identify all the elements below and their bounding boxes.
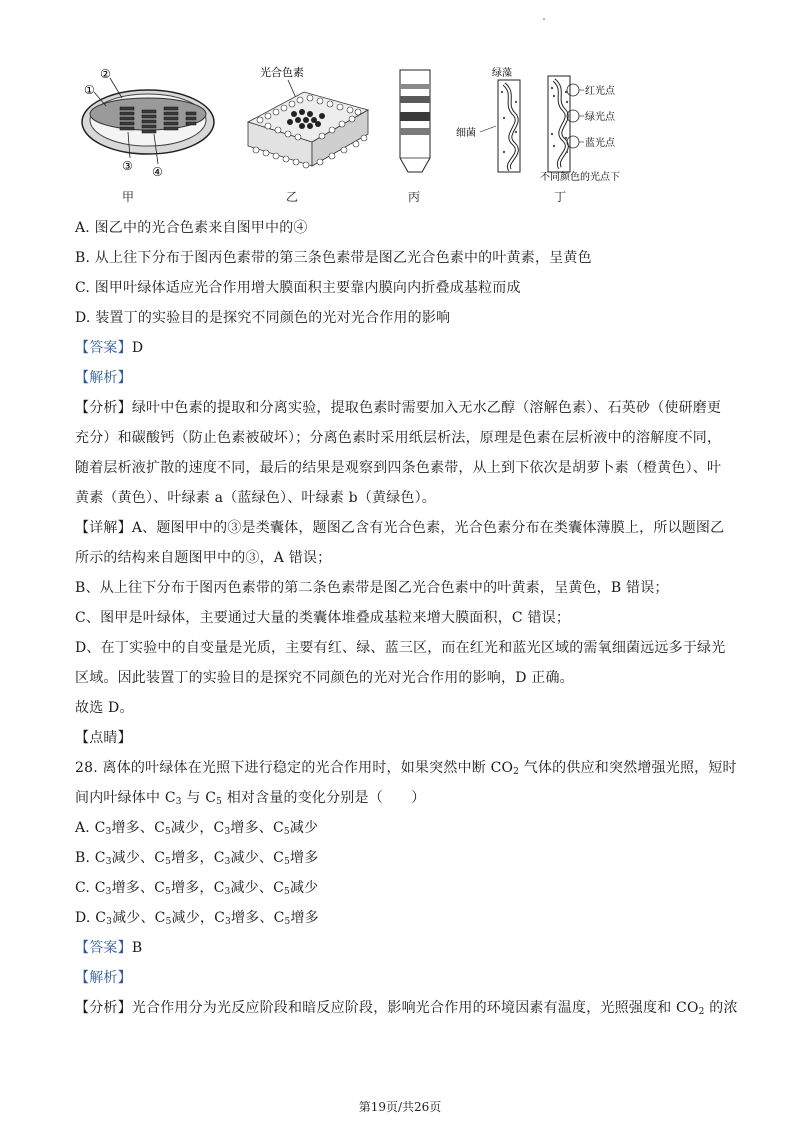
chromatography-strip: [392, 62, 442, 182]
q28-stem-2b: 3: [175, 797, 182, 807]
chloroplast-diagram: [70, 62, 220, 182]
figure-row: [70, 62, 650, 212]
q28-option-c: [75, 878, 318, 902]
q28-fenxi-line-1: [75, 998, 738, 1022]
opt-sub: 5: [283, 827, 290, 837]
opt-sub: 5: [165, 887, 172, 897]
pigment-band-1: [400, 84, 430, 89]
answer-tag: 【答案】: [75, 940, 132, 956]
opt-sub: 5: [165, 917, 172, 927]
jiexi-tag: 【解析】: [75, 370, 132, 386]
opt-sub: 3: [224, 887, 231, 897]
opt-text: A. C: [75, 820, 106, 836]
opt-text: 减少，C: [170, 820, 225, 836]
opt-text: 增多: [290, 910, 319, 926]
scan-dot: [543, 18, 545, 20]
q28-stem-1a: 28. 离体的叶绿体在光照下进行稳定的光合作用时，如果突然中断 CO: [75, 760, 514, 776]
q27-xiangjie-line-1: [75, 518, 724, 538]
q27-xiangjie-line-7: 故选 D。: [75, 700, 134, 716]
fenxi-tag: 【分析】: [75, 1000, 132, 1016]
figure-bing-strip: [392, 62, 442, 204]
algae-bacteria-diagram: [454, 62, 624, 182]
opt-text: 增多、C: [111, 820, 165, 836]
q28-option-a: [75, 818, 318, 842]
opt-text: 增多，C: [171, 850, 225, 866]
q27-xiangjie-line-2: 所示的结构来自题图甲中的③，A 错误；: [75, 550, 332, 566]
fenxi-text: 光合作用分为光反应阶段和暗反应阶段，影响光合作用的环境因素有温度，光照强度和 CO: [131, 1000, 699, 1016]
q28-jiexi: [75, 968, 132, 988]
pigment-band-3: [400, 112, 430, 121]
opt-text: 减少、C: [230, 850, 285, 866]
ding-green-algae-label: 绿藻: [492, 68, 512, 79]
answer-tag: 【答案】: [75, 340, 132, 356]
fenxi-text: 绿叶中色素的提取和分离实验，提取色素时需要加入无水乙醇（溶解色素）、石英砂（使研磨更: [131, 400, 722, 416]
xiangjie-tag: 【详解】: [75, 520, 132, 536]
fenxi-tag: 【分析】: [75, 400, 132, 416]
q27-option-b: B. 从上往下分布于图丙色素带的第三条色素带是图乙光合色素中的叶黄素，呈黄色: [75, 250, 592, 266]
opt-text: 减少、C: [230, 880, 284, 896]
yi-pigment-title: 光合色素: [260, 66, 304, 79]
opt-text: 增多: [290, 850, 319, 866]
q28-stem-2a: 间内叶绿体中 C: [75, 790, 176, 806]
q28-stem-1c: 气体的供应和突然增强光照，短时: [519, 760, 737, 776]
q28-stem-line-1: [75, 758, 737, 782]
opt-sub: 3: [105, 827, 112, 837]
pigment-band-4: [400, 128, 430, 135]
opt-sub: 3: [105, 887, 112, 897]
jia-mark-1: ①: [84, 83, 95, 97]
opt-text: 增多、C: [230, 820, 284, 836]
q28-stem-2d: 5: [216, 797, 223, 807]
q27-fenxi-line-2: 充分）和碳酸钙（防止色素被破坏）；分离色素时采用纸层析法，原理是色素在层析液中的溶解度不同，: [75, 430, 722, 446]
jiexi-tag: 【解析】: [75, 970, 132, 986]
q27-fenxi-line-1: [75, 398, 721, 418]
figure-jia-chloroplast: [70, 62, 220, 204]
opt-text: B. C: [75, 850, 106, 866]
opt-text: C. C: [75, 880, 106, 896]
q27-xiangjie-line-5: D、在丁实验中的自变量是光质，主要有红、绿、蓝三区，而在红光和蓝光区域的需氧细菌远远多于绿光: [75, 640, 726, 656]
ding-caption: 不同颜色的光点下: [540, 172, 620, 182]
jia-mark-4: ④: [152, 165, 163, 179]
opt-sub: 3: [224, 827, 231, 837]
ding-green-spot-label: 绿光点: [585, 112, 615, 123]
opt-sub: 5: [284, 917, 291, 927]
opt-sub: 3: [225, 917, 231, 927]
opt-sub: 5: [284, 857, 290, 867]
q28-stem-line-2: [75, 788, 426, 812]
answer-value: B: [131, 940, 143, 956]
opt-sub: 3: [224, 857, 231, 867]
opt-text: 减少、C: [112, 910, 166, 926]
pigment-band-2: [400, 96, 430, 103]
q28-stem-2c: 与 C: [181, 790, 217, 806]
opt-sub: 5: [284, 887, 290, 897]
jia-mark-2: ②: [100, 67, 111, 81]
opt-text: 减少、C: [111, 850, 166, 866]
q27-jiexi: [75, 368, 132, 388]
figure-label-ding: 丁: [554, 190, 567, 204]
ding-bacteria-label: 细菌: [456, 128, 476, 139]
jia-mark-3: ③: [122, 159, 133, 173]
q27-fenxi-line-3: 随着层析液扩散的速度不同，最后的结果是观察到四条色素带，从上到下依次是胡萝卜素（橙黄色）、叶: [75, 460, 722, 476]
ding-red-spot-label: 红光点: [585, 86, 615, 97]
q27-option-d: D. 装置丁的实验目的是探究不同颜色的光对光合作用的影响: [75, 310, 451, 326]
q27-xiangjie-line-3: B、从上往下分布于图丙色素带的第二条色素带是图乙光合色素中的叶黄素，呈黄色，B 错误；: [75, 580, 669, 596]
membrane-diagram: [238, 62, 378, 182]
figure-label-jia: 甲: [122, 190, 135, 204]
xiangjie-text: A、题图甲中的③是类囊体，题图乙含有光合色素，光合色素分布在类囊体薄膜上，所以题图乙: [131, 520, 725, 536]
fenxi-text: 的浓: [704, 1000, 738, 1016]
figure-label-yi: 乙: [286, 190, 299, 204]
dianjing-tag: 【点睛】: [75, 730, 132, 746]
opt-text: 增多、C: [111, 880, 166, 896]
page-footer: 第19页/共26页: [358, 1100, 442, 1114]
fenxi-sub: 2: [698, 1007, 705, 1017]
opt-text: 增多，C: [171, 880, 225, 896]
q27-option-a: A. 图乙中的光合色素来自图甲中的④: [75, 220, 308, 236]
figure-label-bing: 丙: [408, 190, 421, 204]
q28-option-d: [75, 908, 319, 932]
q27-xiangjie-line-4: C、图甲是叶绿体，主要通过大量的类囊体堆叠成基粒来增大膜面积，C 错误；: [75, 610, 571, 626]
opt-text: 减少: [289, 820, 319, 836]
q27-dianjing: [75, 728, 132, 748]
figure-ding-experiment: [454, 62, 624, 204]
q28-answer: [75, 938, 142, 958]
figure-yi-membrane: [238, 62, 378, 204]
opt-sub: 3: [106, 917, 113, 927]
opt-text: 减少，C: [171, 910, 226, 926]
q27-option-c: C. 图甲叶绿体适应光合作用增大膜面积主要靠内膜向内折叠成基粒而成: [75, 280, 521, 296]
q28-stem-1b: 2: [513, 767, 520, 777]
opt-text: D. C: [75, 910, 107, 926]
q28-option-b: [75, 848, 318, 872]
q28-stem-2e: 相对含量的变化分别是（ ）: [222, 790, 426, 806]
q27-answer: [75, 338, 143, 358]
q27-xiangjie-line-6: 区域。因此装置丁的实验目的是探究不同颜色的光对光合作用的影响，D 正确。: [75, 670, 574, 686]
opt-sub: 5: [164, 827, 171, 837]
q27-fenxi-line-4: 黄素（黄色）、叶绿素 a（蓝绿色）、叶绿素 b（黄绿色）。: [75, 490, 437, 506]
answer-value: D: [131, 340, 144, 356]
opt-sub: 3: [105, 857, 112, 867]
opt-text: 增多、C: [230, 910, 285, 926]
opt-text: 减少: [289, 880, 319, 896]
opt-sub: 5: [165, 857, 172, 867]
ding-blue-spot-label: 蓝光点: [585, 138, 615, 149]
